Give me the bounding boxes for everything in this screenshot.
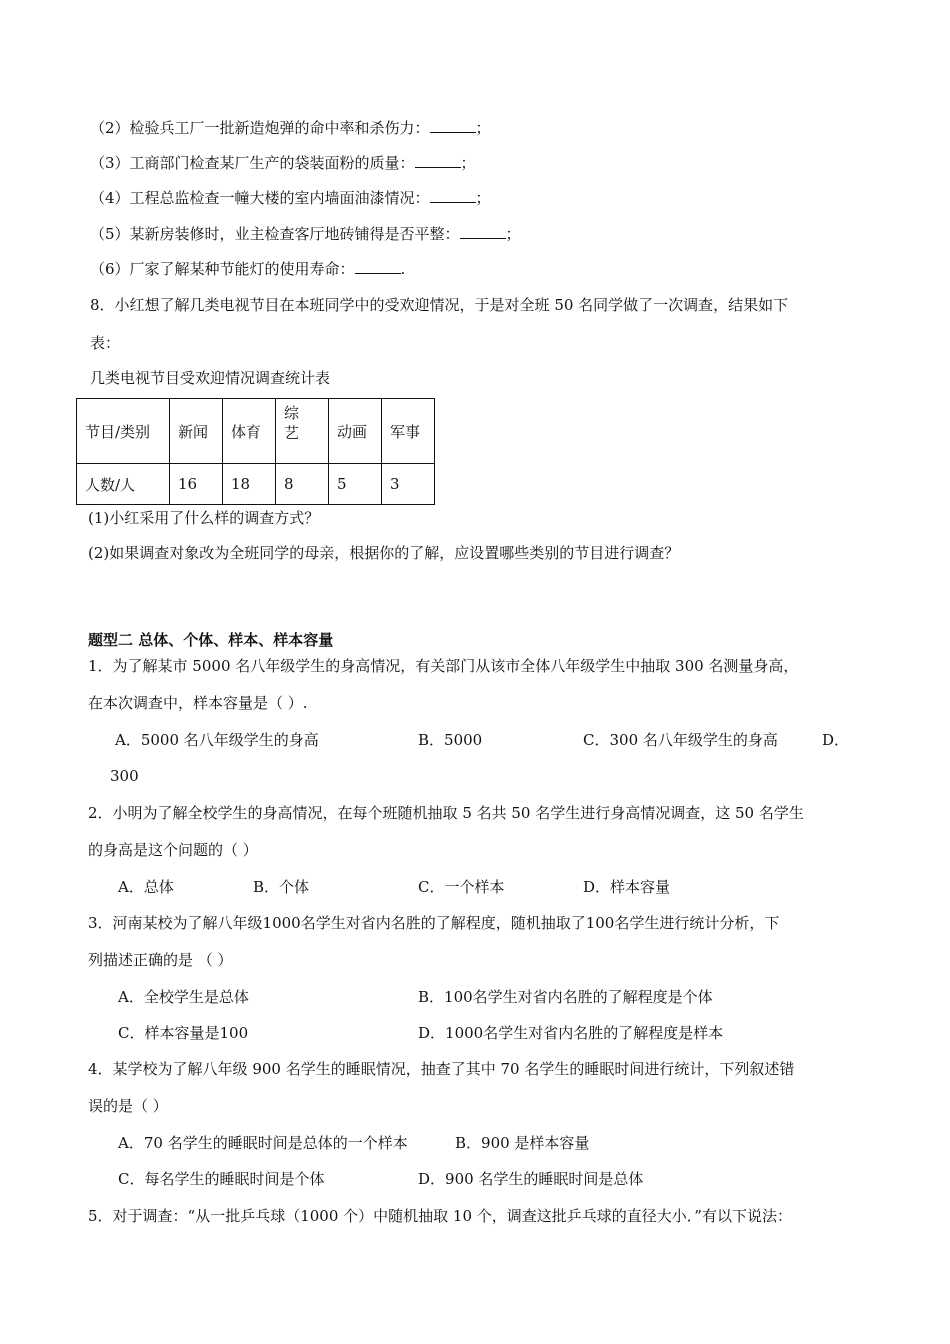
question-8-text: 8．小红想了解几类电视节目在本班同学中的受欢迎情况，于是对全班 50 名同学做了一次调查，结果如下 [90, 296, 789, 314]
option-d[interactable]: D．900 名学生的睡眠时间是总体 [418, 1170, 644, 1188]
option-c[interactable]: C．样本容量是100 [118, 1024, 249, 1042]
question-2-text-cont: 的身高是这个问题的（ ） [88, 841, 258, 859]
option-c[interactable]: C．300 名八年级学生的身高 [583, 731, 778, 749]
item-text: （4）工程总监检查一幢大楼的室内墙面油漆情况： [90, 189, 430, 207]
table-row [77, 464, 435, 505]
table-cell: 动画 [329, 399, 382, 464]
option-a[interactable]: A．5000 名八年级学生的身高 [115, 731, 319, 749]
table-cell: 体育 [223, 399, 276, 464]
option-a[interactable]: A．全校学生是总体 [118, 988, 249, 1006]
punctuation: ； [475, 189, 491, 207]
section-title: 题型二 总体、个体、样本、样本容量 [88, 631, 334, 649]
question-4-text-cont: 误的是（ ） [88, 1097, 168, 1115]
option-c[interactable]: C．每名学生的睡眠时间是个体 [118, 1170, 325, 1188]
option-a[interactable]: A．总体 [118, 878, 174, 896]
table-cell: 16 [170, 464, 223, 505]
question-1-text: 1．为了解某市 5000 名八年级学生的身高情况，有关部门从该市全体八年级学生中抽取 300 名测量身高， [88, 657, 799, 675]
question-3-text: 3．河南某校为了解八年级1000名学生对省内名胜的了解程度，随机抽取了100名学生进行统计分析，下 [88, 914, 780, 932]
question-7-item-4 [90, 188, 491, 208]
question-3-text-cont: 列描述正确的是 （ ） [88, 951, 233, 969]
option-a[interactable]: A．70 名学生的睡眠时间是总体的一个样本 [118, 1134, 408, 1152]
answer-blank[interactable] [430, 188, 476, 203]
item-text: （2）检验兵工厂一批新造炮弹的命中率和杀伤力： [90, 119, 430, 137]
answer-blank[interactable] [415, 153, 461, 168]
answer-blank[interactable] [460, 224, 506, 239]
question-8-sub-1: (1)小红采用了什么样的调查方式？ [88, 509, 320, 527]
table-header-row [77, 399, 435, 464]
option-b[interactable]: B．100名学生对省内名胜的了解程度是个体 [418, 988, 713, 1006]
item-text: （5）某新房装修时，业主检查客厅地砖铺得是否平整： [90, 225, 460, 243]
question-7-item-3 [90, 153, 476, 173]
question-7-item-6 [90, 259, 405, 279]
option-b[interactable]: B．900 是样本容量 [455, 1134, 590, 1152]
table-cell: 军事 [382, 399, 435, 464]
punctuation: ； [475, 119, 491, 137]
punctuation: ； [505, 225, 521, 243]
option-c[interactable]: C．一个样本 [418, 878, 505, 896]
table-cell: 8 [276, 464, 329, 505]
question-8-text-cont: 表： [90, 334, 121, 352]
table-cell: 新闻 [170, 399, 223, 464]
option-d[interactable]: D．样本容量 [583, 878, 671, 896]
table-cell: 人数/人 [77, 464, 170, 505]
item-text: （6）厂家了解某种节能灯的使用寿命： [90, 260, 355, 278]
table-cell: 5 [329, 464, 382, 505]
question-5-text: 5．对于调查：“从一批乒乓球（1000 个）中随机抽取 10 个，调查这批乒乓球的直径大小．”有以下说法： [88, 1207, 792, 1225]
table-title: 几类电视节目受欢迎情况调查统计表 [90, 369, 331, 387]
table-cell: 18 [223, 464, 276, 505]
option-d[interactable]: D．1000名学生对省内名胜的了解程度是样本 [418, 1024, 724, 1042]
question-4-text: 4．某学校为了解八年级 900 名学生的睡眠情况，抽查了其中 70 名学生的睡眠时间进行统计，下列叙述错 [88, 1060, 795, 1078]
option-d[interactable]: D． [822, 731, 850, 749]
table-cell: 节目/类别 [77, 399, 170, 464]
question-8-sub-2: (2)如果调查对象改为全班同学的母亲，根据你的了解，应设置哪些类别的节目进行调查？ [88, 544, 680, 562]
table-cell: 3 [382, 464, 435, 505]
punctuation: . [400, 260, 406, 278]
survey-table [76, 398, 435, 505]
answer-blank[interactable] [355, 259, 401, 274]
item-text: （3）工商部门检查某厂生产的袋装面粉的质量： [90, 154, 415, 172]
option-b[interactable]: B．5000 [418, 731, 483, 749]
punctuation: ； [460, 154, 476, 172]
question-7-item-5 [90, 224, 521, 244]
question-7-item-2 [90, 118, 491, 138]
option-b[interactable]: B．个体 [253, 878, 310, 896]
option-d-value: 300 [110, 767, 139, 785]
answer-blank[interactable] [430, 118, 476, 133]
question-2-text: 2．小明为了解全校学生的身高情况，在每个班随机抽取 5 名共 50 名学生进行身高情况调查，这 50 名学生 [88, 804, 804, 822]
table-cell: 综艺 [276, 399, 329, 464]
question-1-text-cont: 在本次调查中，样本容量是（ ）. [88, 694, 308, 712]
